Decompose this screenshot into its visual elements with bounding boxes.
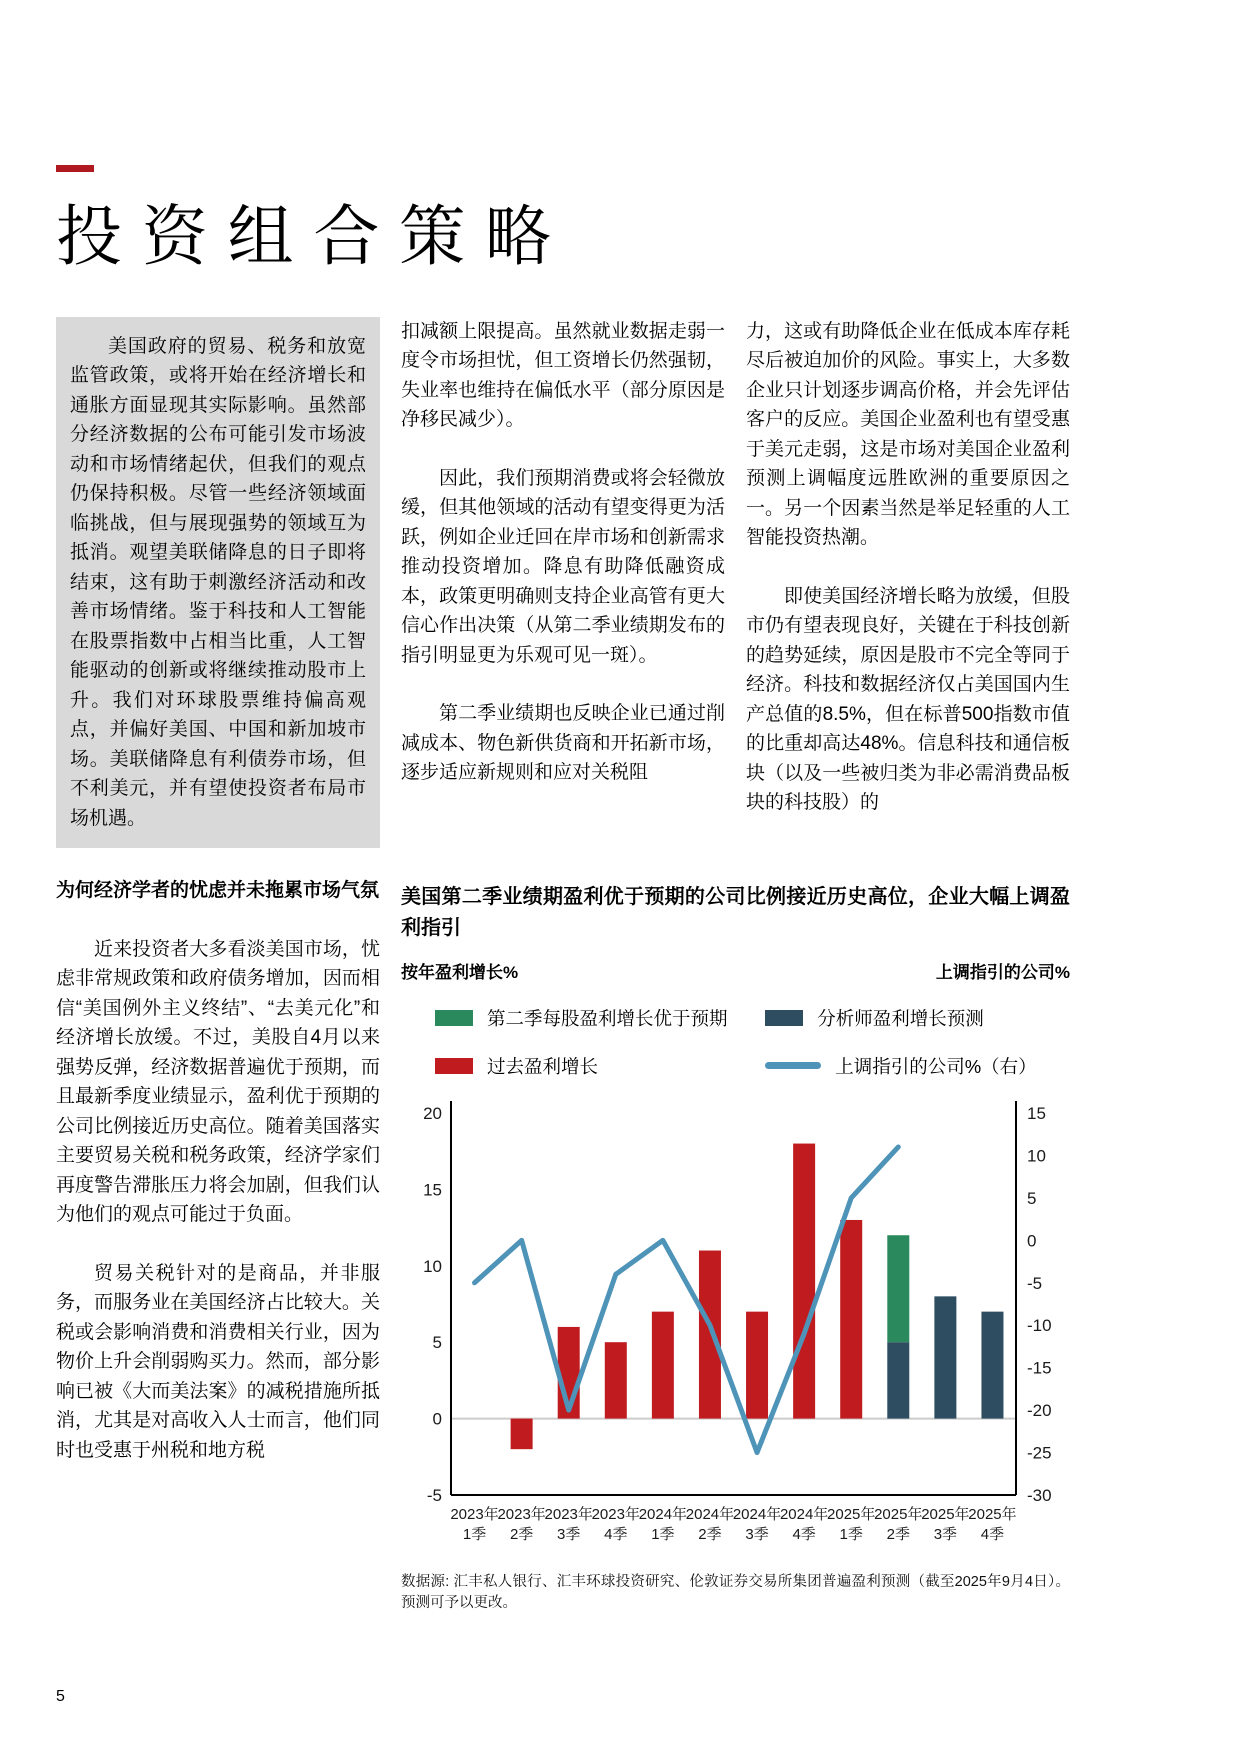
svg-text:5: 5	[432, 1333, 442, 1353]
page-title: 投资组合策略	[56, 199, 571, 273]
col1-paragraph-2: 贸易关税针对的是商品，并非服务，而服务业在美国经济占比较大。关税或会影响消费和消费相关行业，因为物价上升会削弱购买力。然而，部分影响已被《大而美法案》的减税措施所抵消，尤其是对高收入人士而言，他们同时也受惠于州税和地方税	[56, 1262, 380, 1461]
svg-text:10: 10	[1027, 1146, 1046, 1166]
svg-text:-25: -25	[1027, 1443, 1052, 1463]
page-number: 5	[56, 1688, 65, 1705]
svg-text:2024年: 2024年	[779, 1505, 829, 1523]
svg-text:2023年: 2023年	[497, 1505, 546, 1523]
svg-text:2025年: 2025年	[827, 1505, 876, 1523]
column-3	[746, 317, 1070, 818]
svg-text:-20: -20	[1027, 1400, 1052, 1420]
earnings-chart-svg	[401, 1089, 1070, 1559]
right-columns-wrap	[401, 317, 1070, 1614]
svg-text:2023年: 2023年	[450, 1505, 499, 1523]
svg-text:3季: 3季	[745, 1525, 769, 1543]
column-1	[56, 317, 380, 1614]
chart-plot-area	[401, 1089, 1070, 1564]
chart-legend	[401, 1005, 1070, 1079]
svg-text:2025年: 2025年	[921, 1505, 970, 1523]
svg-text:-15: -15	[1027, 1358, 1052, 1378]
legend-label: 过去盈利增长	[487, 1055, 599, 1077]
svg-text:3季: 3季	[933, 1525, 958, 1543]
svg-text:4季: 4季	[980, 1525, 1005, 1543]
svg-text:1季: 1季	[839, 1525, 863, 1543]
earnings-chart-section	[401, 882, 1070, 1614]
col3-paragraph-2: 即使美国经济增长略为放缓，但股市仍有望表现良好，关键在于科技创新的趋势延续，原因是股市不完全等同于经济。科技和数据经济仅占美国国内生产总值的8.5%，但在标普500指数市值的比重却高达48%。信息科技和通信板块（以及一些被归类为非必需消费品板块的科技股）的	[746, 585, 1070, 814]
col2-paragraph-3: 第二季业绩期也反映企业已通过削减成本、物色新供货商和开拓新市场，逐步适应新规则和应对关税阻	[401, 703, 725, 784]
svg-text:2季: 2季	[886, 1525, 910, 1543]
legend-item-upgrade-line	[765, 1053, 1070, 1079]
green-swatch-icon	[435, 1010, 473, 1026]
svg-text:-5: -5	[426, 1485, 442, 1505]
svg-text:3季: 3季	[557, 1525, 581, 1543]
legend-label: 上调指引的公司%（右）	[835, 1055, 1037, 1077]
svg-text:2025年: 2025年	[874, 1505, 923, 1523]
svg-text:2024年: 2024年	[732, 1505, 782, 1523]
svg-text:2季: 2季	[698, 1525, 722, 1543]
svg-text:-10: -10	[1027, 1316, 1052, 1336]
col1-paragraph-1: 近来投资者大多看淡美国市场，忧虑非常规政策和政府债务增加，因而相信“美国例外主义终结”、“去美元化”和经济增长放缓。不过，美股自4月以来强势反弹，经济数据普遍优于预期，而且最新季度业绩显示，盈利优于预期的公司比例接近历史高位。随着美国落实主要贸易关税和税务政策，经济学家们再度警告滞胀压力将会加剧，但我们认为他们的观点可能过于负面。	[56, 938, 380, 1226]
chart-source-note: 数据源: 汇丰私人银行、汇丰环球投资研究、伦敦证券交易所集团普遍盈利预测（截至2025年9月4日）。预测可予以更改。	[401, 1573, 1070, 1611]
svg-text:0: 0	[1027, 1231, 1037, 1251]
svg-text:4季: 4季	[604, 1525, 628, 1543]
col2-paragraph-1: 扣减额上限提高。虽然就业数据走弱一度令市场担忧，但工资增长仍然强韧，失业率也维持在偏低水平（部分原因是净移民减少）。	[401, 320, 725, 431]
svg-text:2024年: 2024年	[638, 1505, 688, 1523]
svg-text:5: 5	[1027, 1188, 1037, 1208]
svg-text:4季: 4季	[792, 1525, 816, 1543]
svg-text:-5: -5	[1027, 1273, 1043, 1293]
accent-dash	[56, 165, 94, 172]
col2-paragraph-2: 因此，我们预期消费或将会轻微放缓，但其他领域的活动有望变得更为活跃，例如企业迁回在岸市场和创新需求推动投资增加。降息有助降低融资成本，政策更明确则支持企业高管有更大信心作出决策（从第二季业绩期发布的指引明显更为乐观可见一斑）。	[401, 467, 725, 666]
svg-text:10: 10	[423, 1256, 442, 1276]
blue-line-swatch-icon	[765, 1062, 821, 1069]
svg-text:2季: 2季	[509, 1525, 534, 1543]
svg-text:20: 20	[423, 1103, 442, 1123]
svg-text:1季: 1季	[651, 1525, 675, 1543]
svg-text:0: 0	[432, 1409, 442, 1429]
svg-text:2025年: 2025年	[968, 1505, 1017, 1523]
section-subhead: 为何经济学者的忧虑并未拖累市场气氛	[56, 880, 380, 902]
legend-item-past-growth	[435, 1053, 765, 1079]
axis-captions	[401, 958, 1070, 983]
right-axis-caption: 上调指引的公司%	[935, 962, 1070, 982]
svg-text:2023年: 2023年	[591, 1505, 640, 1523]
svg-text:-30: -30	[1027, 1485, 1052, 1505]
red-swatch-icon	[435, 1058, 473, 1074]
legend-label: 第二季每股盈利增长优于预期	[487, 1007, 728, 1029]
left-axis-caption: 按年盈利增长%	[401, 962, 519, 982]
svg-text:15: 15	[423, 1180, 442, 1200]
svg-text:15: 15	[1027, 1103, 1046, 1123]
legend-item-analyst-forecast	[765, 1005, 1070, 1031]
legend-item-q2-beat	[435, 1005, 765, 1031]
text-row	[401, 317, 1070, 818]
col3-paragraph-1: 力，这或有助降低企业在低成本库存耗尽后被迫加价的风险。事实上，大多数企业只计划逐步调高价格，并会先评估客户的反应。美国企业盈利也有望受惠于美元走弱，这是市场对美国企业盈利预测上调幅度远胜欧洲的重要原因之一。另一个因素当然是举足轻重的人工智能投资热潮。	[746, 320, 1070, 549]
column-2	[401, 317, 725, 818]
legend-label: 分析师盈利增长预测	[817, 1007, 984, 1029]
highlight-box-text: 美国政府的贸易、税务和放宽监管政策，或将开始在经济增长和通胀方面显现其实际影响。虽然部分经济数据的公布可能引发市场波动和市场情绪起伏，但我们的观点仍保持积极。尽管一些经济领域面临挑战，但与展现强势的领域互为抵消。观望美联储降息的日子即将结束，这有助于刺激经济活动和改善市场情绪。鉴于科技和人工智能在股票指数中占相当比重，人工智能驱动的创新或将继续推动股市上升。我们对环球股票维持偏高观点，并偏好美国、中国和新加坡市场。美联储降息有利债券市场，但不利美元，并有望使投资者布局市场机遇。	[70, 335, 366, 829]
three-column-layout	[56, 317, 1070, 1614]
svg-text:2023年: 2023年	[544, 1505, 593, 1523]
highlight-box	[56, 317, 380, 849]
chart-title: 美国第二季业绩期盈利优于预期的公司比例接近历史高位，企业大幅上调盈利指引	[401, 885, 1070, 939]
svg-text:2024年: 2024年	[685, 1505, 735, 1523]
navy-swatch-icon	[765, 1010, 803, 1026]
svg-text:1季: 1季	[462, 1525, 487, 1543]
